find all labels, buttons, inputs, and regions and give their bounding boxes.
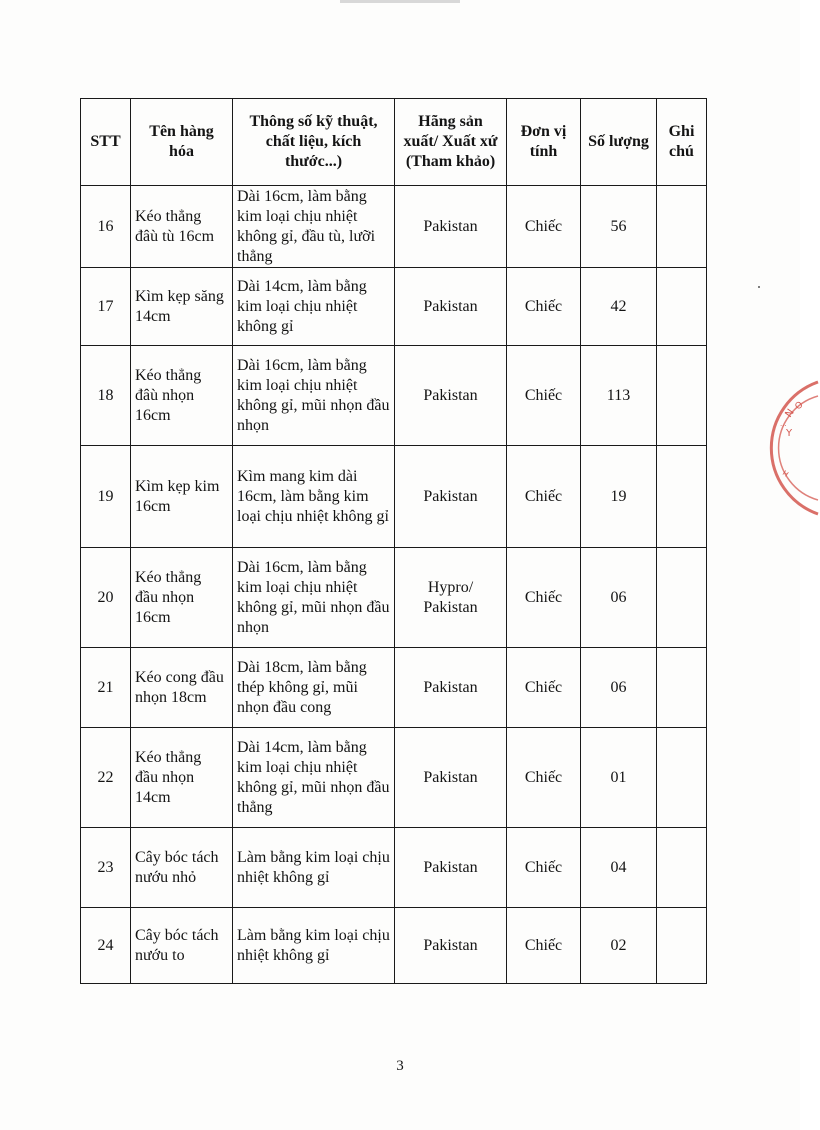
cell-note	[657, 446, 707, 548]
cell-qty: 19	[581, 446, 657, 548]
cell-qty: 113	[581, 346, 657, 446]
cell-unit: Chiếc	[507, 346, 581, 446]
scan-edge-mark	[340, 0, 460, 3]
cell-origin: Pakistan	[395, 648, 507, 728]
cell-unit: Chiếc	[507, 728, 581, 828]
cell-stt: 16	[81, 186, 131, 268]
stamp-seal-partial	[760, 378, 820, 518]
cell-unit: Chiếc	[507, 828, 581, 908]
cell-unit: Chiếc	[507, 446, 581, 548]
table-header-row	[81, 99, 707, 186]
cell-unit: Chiếc	[507, 548, 581, 648]
table-row	[81, 648, 707, 728]
cell-qty: 01	[581, 728, 657, 828]
cell-unit: Chiếc	[507, 186, 581, 268]
cell-unit: Chiếc	[507, 648, 581, 728]
svg-text:N: N	[783, 407, 797, 420]
cell-qty: 02	[581, 908, 657, 984]
cell-origin: Pakistan	[395, 446, 507, 548]
cell-note	[657, 186, 707, 268]
header-stt: STT	[81, 99, 131, 186]
cell-origin: Pakistan	[395, 828, 507, 908]
cell-note	[657, 828, 707, 908]
cell-spec: Dài 16cm, làm bằng kim loại chịu nhiệt không gỉ, mũi nhọn đầu nhọn	[233, 346, 395, 446]
cell-note	[657, 548, 707, 648]
cell-note	[657, 908, 707, 984]
table-row	[81, 186, 707, 268]
svg-text:O: O	[793, 400, 806, 413]
cell-spec: Làm bằng kim loại chịu nhiệt không gỉ	[233, 908, 395, 984]
table-row	[81, 346, 707, 446]
cell-qty: 04	[581, 828, 657, 908]
table-row	[81, 446, 707, 548]
svg-text:Y: Y	[786, 428, 793, 439]
cell-name: Cây bóc tách nướu to	[131, 908, 233, 984]
cell-spec: Kìm mang kim dài 16cm, làm bằng kim loại chịu nhiệt không gỉ	[233, 446, 395, 548]
goods-table	[80, 98, 707, 984]
cell-note	[657, 268, 707, 346]
cell-qty: 56	[581, 186, 657, 268]
cell-origin: Pakistan	[395, 268, 507, 346]
cell-name: Kéo thẳng đâù tù 16cm	[131, 186, 233, 268]
cell-stt: 23	[81, 828, 131, 908]
header-note: Ghi chú	[657, 99, 707, 186]
cell-spec: Dài 16cm, làm bằng kim loại chịu nhiệt không gỉ, mũi nhọn đầu nhọn	[233, 548, 395, 648]
cell-stt: 20	[81, 548, 131, 648]
cell-origin: Pakistan	[395, 346, 507, 446]
cell-spec: Dài 14cm, làm bằng kim loại chịu nhiệt không gỉ, mũi nhọn đầu thẳng	[233, 728, 395, 828]
cell-stt: 18	[81, 346, 131, 446]
cell-origin: Hypro/ Pakistan	[395, 548, 507, 648]
cell-stt: 22	[81, 728, 131, 828]
cell-qty: 42	[581, 268, 657, 346]
cell-qty: 06	[581, 548, 657, 648]
cell-unit: Chiếc	[507, 268, 581, 346]
cell-stt: 24	[81, 908, 131, 984]
cell-origin: Pakistan	[395, 728, 507, 828]
cell-spec: Dài 16cm, làm bằng kim loại chịu nhiệt không gỉ, đầu tù, lưỡi thẳng	[233, 186, 395, 268]
cell-spec: Làm bằng kim loại chịu nhiệt không gỉ	[233, 828, 395, 908]
cell-name: Kéo cong đầu nhọn 18cm	[131, 648, 233, 728]
cell-name: Kéo thẳng đâù nhọn 16cm	[131, 346, 233, 446]
cell-name: Kìm kẹp kim 16cm	[131, 446, 233, 548]
cell-name: Kìm kẹp săng 14cm	[131, 268, 233, 346]
header-qty: Số lượng	[581, 99, 657, 186]
table-row	[81, 728, 707, 828]
page-number: 3	[396, 1058, 404, 1074]
header-unit: Đơn vị tính	[507, 99, 581, 186]
cell-name: Kéo thẳng đầu nhọn 14cm	[131, 728, 233, 828]
table-row	[81, 908, 707, 984]
cell-name: Kéo thẳng đầu nhọn 16cm	[131, 548, 233, 648]
cell-note	[657, 728, 707, 828]
cell-origin: Pakistan	[395, 908, 507, 984]
cell-note	[657, 648, 707, 728]
svg-text:...: ...	[780, 420, 787, 428]
header-name: Tên hàng hóa	[131, 99, 233, 186]
table-row	[81, 268, 707, 346]
svg-text:H: H	[780, 469, 790, 479]
cell-note	[657, 346, 707, 446]
header-origin: Hãng sản xuất/ Xuất xứ (Tham khảo)	[395, 99, 507, 186]
cell-spec: Dài 14cm, làm bằng kim loại chịu nhiệt không gỉ	[233, 268, 395, 346]
cell-stt: 17	[81, 268, 131, 346]
cell-name: Cây bóc tách nướu nhỏ	[131, 828, 233, 908]
table-row	[81, 828, 707, 908]
cell-spec: Dài 18cm, làm bằng thép không gỉ, mũi nhọn đầu cong	[233, 648, 395, 728]
cell-stt: 19	[81, 446, 131, 548]
table-row	[81, 548, 707, 648]
cell-stt: 21	[81, 648, 131, 728]
cell-origin: Pakistan	[395, 186, 507, 268]
header-spec: Thông số kỹ thuật, chất liệu, kích thước...)	[233, 99, 395, 186]
cell-qty: 06	[581, 648, 657, 728]
scan-dot-mark	[758, 286, 760, 288]
cell-unit: Chiếc	[507, 908, 581, 984]
